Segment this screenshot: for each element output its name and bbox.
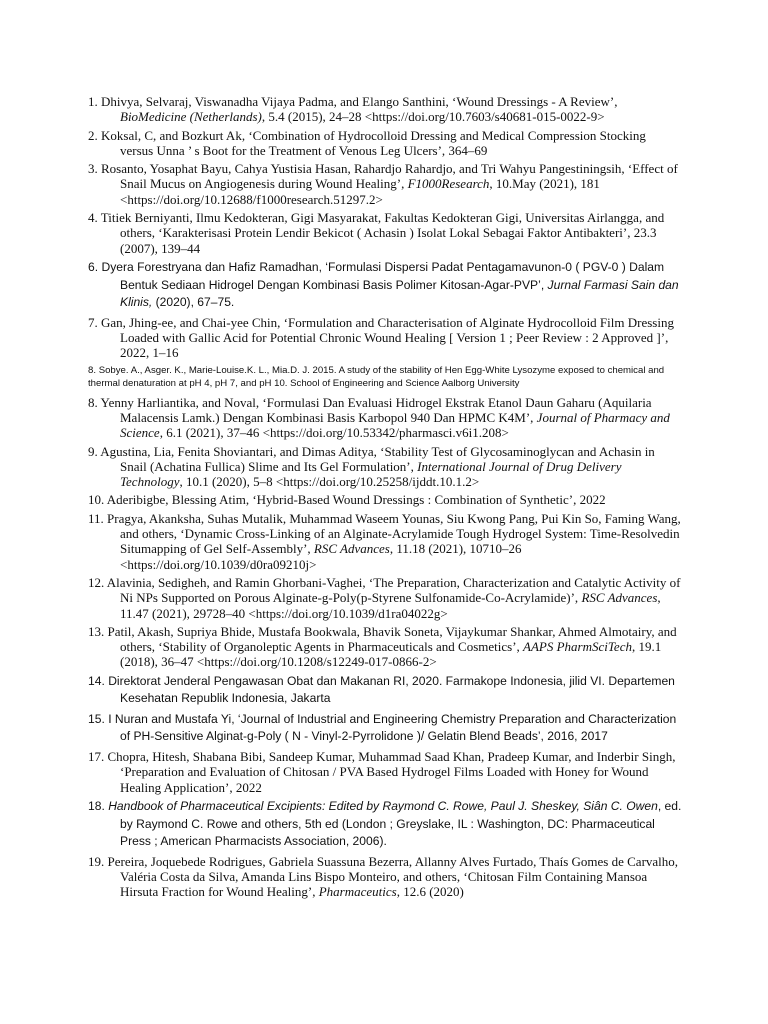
ref-number: 14. [88, 673, 105, 688]
ref-number: 12. [88, 574, 105, 590]
ref-number: 6. [88, 259, 99, 274]
ref-number: 8. [88, 364, 97, 376]
reference-item: 8. Yenny Harliantika, and Noval, ‘Formulasi Dan Evaluasi Hidrogel Ekstrak Etanol Daun Gaharu (Aquilaria Malacensis Lamk.) Dengan Kombinasi Basis Karbopol 940 Dan HPMC K4M’, Journal of Pharmacy and Science, 6.1 (2021), 37–46 <https://doi.org/10.53342/pharmasci.v6i1.208> [88, 394, 670, 441]
reference-item: 15. I Nuran and Mustafa Yi, ‘Journal of Industrial and Engineering Chemistry Preparation and Characterization of PH-Sensitive Alginat-g-Poly ( N - Vinyl-2-Pyrrolidone )/ Gelatin Blend Beads’, 2016, 2017 [88, 711, 677, 744]
ref-number: 3. [88, 161, 98, 177]
ref-number: 18. [88, 798, 105, 813]
reference-list [88, 94, 682, 903]
reference-item: 6. Dyera Forestryana dan Hafiz Ramadhan, ‘Formulasi Dispersi Padat Pentagamavunon-0 ( PGV-0 ) Dalam Bentuk Sediaan Hidrogel Dengan Kombinasi Basis Polimer Kitosan-Agar-PVP’, Jurnal Farmasi Sain dan Klinis, (2020), 67–75. [88, 259, 679, 310]
reference-item: 13. Patil, Akash, Supriya Bhide, Mustafa Bookwala, Bhavik Soneta, Vijaykumar Shankar, Ahmed Almotairy, and others, ‘Stability of Organoleptic Agents in Pharmaceuticals and Cosmetics’, AAPS PharmSciTech, 19.1 (2018), 36–47 <https://doi.org/10.1208/s12249-017-0866-2> [88, 623, 677, 670]
ref-number: 4. [88, 210, 98, 226]
reference-item: 9. Agustina, Lia, Fenita Shoviantari, and Dimas Aditya, ‘Stability Test of Glycosaminoglycan and Achasin in Snail (Achatina Fullica) Slime and Its Gel Formulation’, International Journal of Drug Delivery Technology, 10.1 (2020), 5–8 <https://doi.org/10.25258/ijddt.10.1.2> [88, 443, 655, 490]
reference-item: 10. Aderibigbe, Blessing Atim, ‘Hybrid-Based Wound Dressings : Combination of Synthetic’, 2022 [88, 492, 606, 508]
ref-number: 9. [88, 443, 98, 459]
reference-item: 12. Alavinia, Sedigheh, and Ramin Ghorbani-Vaghei, ‘The Preparation, Characterization and Catalytic Activity of Ni NPs Supported on Porous Alginate-g-Poly(p-Styrene Sulfonamide-Co-Acrylamide)’, RSC Advances, 11.47 (2021), 29728–40 <https://doi.org/10.1039/d1ra04022g> [88, 574, 681, 621]
ref-number: 8. [88, 394, 98, 410]
reference-item: 2. Koksal, C, and Bozkurt Ak, ‘Combination of Hydrocolloid Dressing and Medical Compression Stocking versus Unna ’ s Boot for the Treatment of Venous Leg Ulcers’, 364–69 [88, 127, 646, 158]
reference-item: 4. Titiek Berniyanti, Ilmu Kedokteran, Gigi Masyarakat, Fakultas Kedokteran Gigi, Universitas Airlangga, and others, ‘Karakterisasi Protein Lendir Bekicot ( Achasin ) Isolat Lokal Sebagai Faktor Antibakteri’, 23.3 (2007), 139–44 [88, 210, 665, 256]
reference-item: 14. Direktorat Jenderal Pengawasan Obat dan Makanan RI, 2020. Farmakope Indonesia, jilid VI. Departemen Kesehatan Republik Indonesia, Jakarta [88, 673, 675, 706]
ref-number: 11. [88, 510, 104, 526]
ref-number: 2. [88, 127, 98, 143]
ref-number: 15. [88, 711, 105, 726]
reference-item: 7. Gan, Jhing-ee, and Chai-yee Chin, ‘Formulation and Characterisation of Alginate Hydrocolloid Film Dressing Loaded with Gallic Acid for Potential Chronic Wound Healing [ Version 1 ; Peer Review : 2 Approved ]’, 2022, 1–16 [88, 314, 674, 361]
ref-number: 7. [88, 314, 98, 330]
reference-item: 11. Pragya, Akanksha, Suhas Mutalik, Muhammad Waseem Younas, Siu Kwong Pang, Pui Kin So, Faming Wang, and others, ‘Dynamic Cross-Linking of an Alginate-Acrylamide Tough Hydrogel System: Time-Resolvedin Situmapping of Gel Self-Assembly’, RSC Advances, 11.18 (2021), 10710–26 <https://doi.org/10.1039/d0ra09210j> [88, 510, 681, 572]
ref-number: 19. [88, 853, 105, 869]
ref-number: 13. [88, 623, 105, 639]
ref-number: 1. [88, 94, 98, 109]
reference-item: 3. Rosanto, Yosaphat Bayu, Cahya Yustisia Hasan, Rahardjo Rahardjo, and Tri Wahyu Pangestiningsih, ‘Effect of Snail Mucus on Angiogenesis during Wound Healing’, F1000Research, 10.May (2021), 181 <https://doi.org/10.12688/f1000research.51297.2> [88, 161, 678, 207]
ref-number: 17. [88, 749, 105, 765]
ref-number: 10. [88, 492, 105, 508]
reference-item: 17. Chopra, Hitesh, Shabana Bibi, Sandeep Kumar, Muhammad Saad Khan, Pradeep Kumar, and Inderbir Singh, ‘Preparation and Evaluation of Chitosan / PVA Based Hydrogel Films Loaded with Honey for Wound Healing Application’, 2022 [88, 749, 676, 795]
reference-item: 19. Pereira, Joquebede Rodrigues, Gabriela Suassuna Bezerra, Allanny Alves Furtado, Thaís Gomes de Carvalho, Valéria Costa da Silva, Amanda Lins Bispo Monteiro, and others, ‘Chitosan Film Containing Mansoa Hirsuta Fraction for Wound Healing’, Pharmaceutics, 12.6 (2020) [88, 853, 679, 900]
reference-item: 8. Sobye. A., Asger. K., Marie-Louise.K. L., Mia.D. J. 2015. A study of the stability of Hen Egg-White Lysozyme exposed to chemical and thermal denaturation at pH 4, pH 7, and pH 10. School of Engineering and Science Aalborg University [88, 364, 665, 389]
reference-item: 1. Dhivya, Selvaraj, Viswanadha Vijaya Padma, and Elango Santhini, ‘Wound Dressings - A Review’, BioMedicine (Netherlands), 5.4 (2015), 24–28 <https://doi.org/10.7603/s40681-015-0022-9> [88, 94, 618, 125]
reference-item: 18. Handbook of Pharmaceutical Excipients: Edited by Raymond C. Rowe, Paul J. Sheskey, Siân C. Owen, ed. by Raymond C. Rowe and others, 5th ed (London ; Greyslake, IL : Washington, DC: Pharmaceutical Press ; American Pharmacists Association, 2006). [88, 798, 682, 849]
